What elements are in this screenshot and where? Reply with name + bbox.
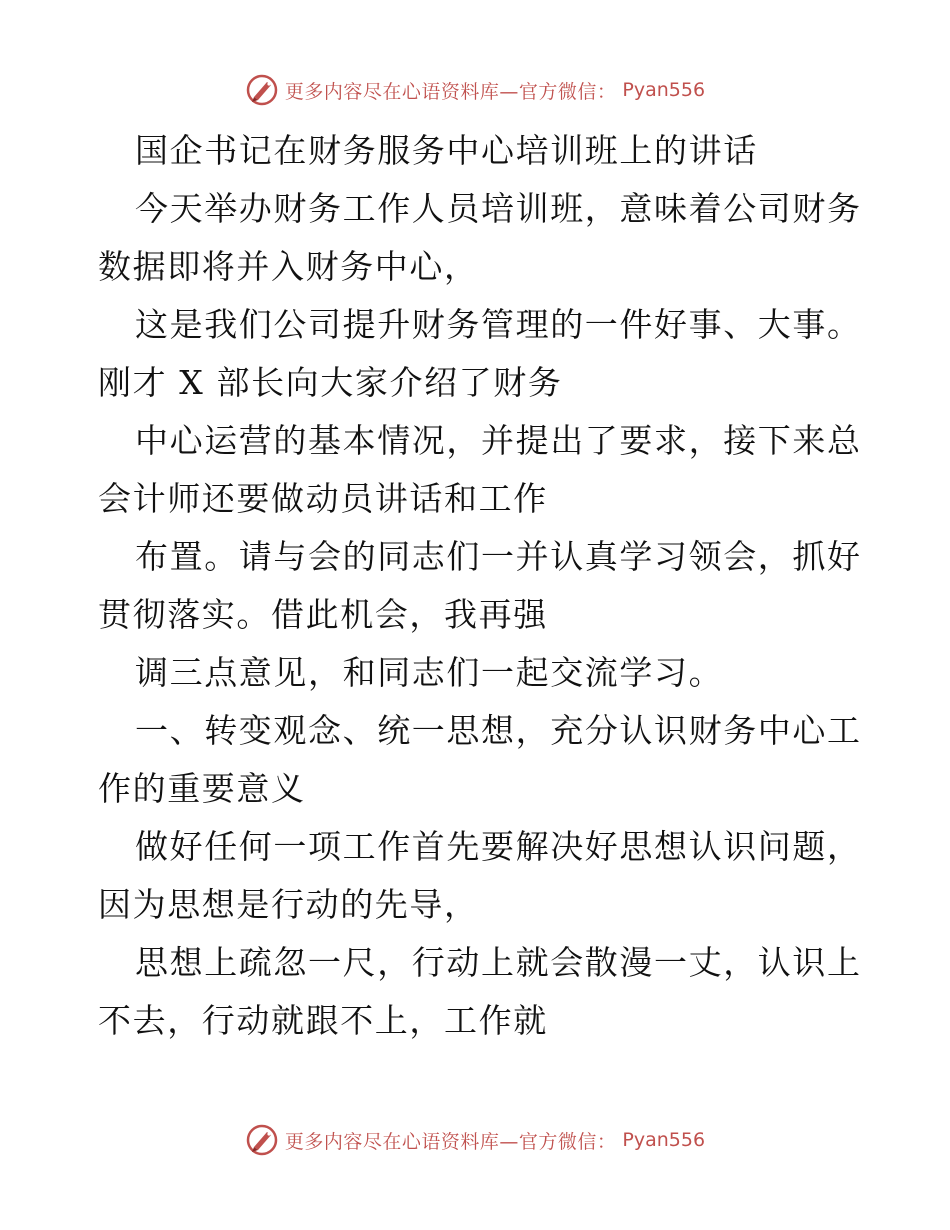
text-line: 一、转变观念、统一思想，充分认识财务中心工: [135, 711, 862, 750]
text-line: 刚才 X 部长向大家介绍了财务: [98, 363, 563, 402]
footer-watermark: [0, 1120, 950, 1160]
text-line: 贯彻落实。借此机会，我再强: [98, 595, 548, 634]
watermark-text: 更多内容尽在心语资料库—官方微信：: [284, 80, 617, 103]
text-line: 今天举办财务工作人员培训班，意味着公司财务: [135, 189, 862, 228]
text-line: 思想上疏忽一尺，行动上就会散漫一丈，认识上: [135, 943, 862, 982]
text-line: 作的重要意义: [98, 769, 306, 808]
text-line: 数据即将并入财务中心，: [98, 247, 479, 286]
text-line: 会计师还要做动员讲话和工作: [98, 479, 548, 518]
watermark-contact: Pyan556: [622, 1129, 706, 1151]
text-line: 国企书记在财务服务中心培训班上的讲话: [135, 131, 758, 170]
header-watermark: [0, 70, 950, 110]
pen-logo-icon: [245, 73, 279, 107]
pen-logo-icon: [245, 1123, 279, 1157]
document-body: [98, 122, 862, 1050]
text-line: 这是我们公司提升财务管理的一件好事、大事。: [135, 305, 862, 344]
watermark-text: 更多内容尽在心语资料库—官方微信：: [284, 1130, 617, 1153]
text-line: 做好任何一项工作首先要解决好思想认识问题，: [135, 827, 862, 866]
text-line: 因为思想是行动的先导，: [98, 885, 479, 924]
text-line: 布置。请与会的同志们一并认真学习领会，抓好: [135, 537, 862, 576]
watermark-contact: Pyan556: [622, 79, 706, 101]
text-line: 不去，行动就跟不上，工作就: [98, 1001, 548, 1040]
text-line: 调三点意见，和同志们一起交流学习。: [135, 653, 724, 692]
text-line: 中心运营的基本情况，并提出了要求，接下来总: [135, 421, 862, 460]
